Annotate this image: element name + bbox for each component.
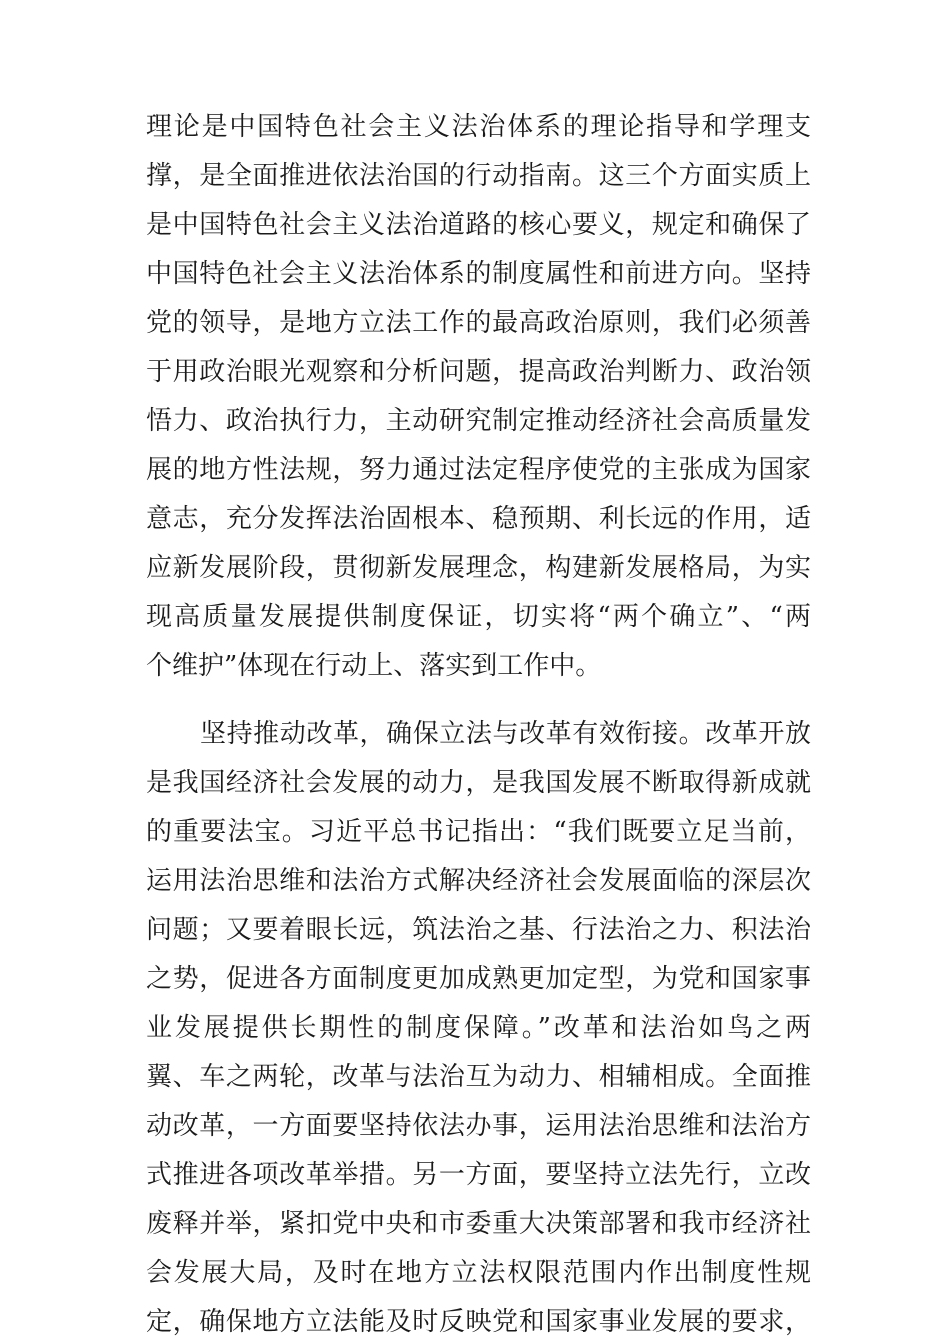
- paragraph-2-line-10: 式推进各项改革举措。另一方面，要坚持立法先行，立改: [146, 1160, 811, 1190]
- paragraph-2-line-4: 运用法治思维和法治方式解决经济社会发展面临的深层次: [146, 866, 811, 896]
- paragraph-1-line-3: 是中国特色社会主义法治道路的核心要义，规定和确保了: [146, 210, 811, 240]
- paragraph-1-line-10: 应新发展阶段，贯彻新发展理念，构建新发展格局，为实: [146, 553, 811, 583]
- paragraph-1-line-9: 意志，充分发挥法治固根本、稳预期、利长远的作用，适: [146, 504, 811, 534]
- paragraph-1-line-6: 于用政治眼光观察和分析问题，提高政治判断力、政治领: [146, 357, 811, 387]
- paragraph-1-line-12: 个维护”体现在行动上、落实到工作中。: [146, 651, 602, 681]
- paragraph-1-line-2: 撑，是全面推进依法治国的行动指南。这三个方面实质上: [146, 161, 811, 191]
- paragraph-2-line-8: 翼、车之两轮，改革与法治互为动力、相辅相成。全面推: [146, 1062, 811, 1092]
- paragraph-2-line-3: 的重要法宝。习近平总书记指出：“我们既要立足当前，: [146, 817, 811, 847]
- paragraph-1-line-11: 现高质量发展提供制度保证，切实将“两个确立”、“两: [146, 602, 811, 632]
- paragraph-2-line-5: 问题；又要着眼长远，筑法治之基、行法治之力、积法治: [146, 915, 811, 945]
- paragraph-1-line-4: 中国特色社会主义法治体系的制度属性和前进方向。坚持: [146, 259, 811, 289]
- paragraph-2-line-12: 会发展大局，及时在地方立法权限范围内作出制度性规: [146, 1258, 811, 1288]
- paragraph-1-line-5: 党的领导，是地方立法工作的最高政治原则，我们必须善: [146, 308, 811, 338]
- paragraph-2-line-9: 动改革，一方面要坚持依法办事，运用法治思维和法治方: [146, 1111, 811, 1141]
- paragraph-2-line-13: 定，确保地方立法能及时反映党和国家事业发展的要求，: [146, 1307, 811, 1337]
- paragraph-1-line-1: 理论是中国特色社会主义法治体系的理论指导和学理支: [146, 112, 811, 142]
- paragraph-1-line-8: 展的地方性法规，努力通过法定程序使党的主张成为国家: [146, 455, 811, 485]
- paragraph-2-line-11: 废释并举，紧扣党中央和市委重大决策部署和我市经济社: [146, 1209, 811, 1239]
- paragraph-2-line-2: 是我国经济社会发展的动力，是我国发展不断取得新成就: [146, 768, 811, 798]
- paragraph-1-line-7: 悟力、政治执行力，主动研究制定推动经济社会高质量发: [146, 406, 811, 436]
- paragraph-2-line-7: 业发展提供长期性的制度保障。”改革和法治如鸟之两: [146, 1013, 811, 1043]
- paragraph-2-line-1: 坚持推动改革，确保立法与改革有效衔接。改革开放: [200, 719, 811, 749]
- paragraph-2-line-6: 之势，促进各方面制度更加成熟更加定型，为党和国家事: [146, 964, 811, 994]
